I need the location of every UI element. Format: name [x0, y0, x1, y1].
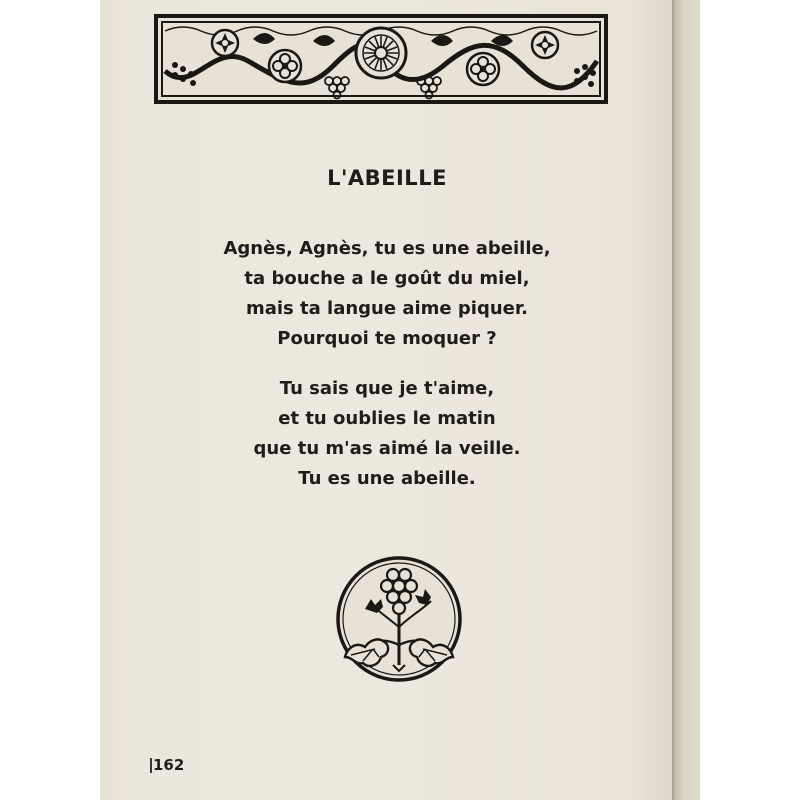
- poem-line: mais ta langue aime piquer.: [245, 298, 529, 319]
- next-page-edge: [674, 0, 700, 800]
- poem-line: que tu m'as aimé la veille.: [253, 438, 521, 459]
- poem-line: Tu es une abeille.: [298, 468, 476, 489]
- poem-line: ta bouche a le goût du miel,: [244, 268, 530, 289]
- floral-banner-icon: [153, 11, 609, 106]
- poem-line: Tu sais que je t'aime,: [279, 378, 495, 399]
- poem-line: et tu oublies le matin: [278, 408, 496, 429]
- poem-line: Pourquoi te moquer ?: [277, 328, 497, 349]
- poem-line: Agnès, Agnès, tu es une abeille,: [223, 238, 551, 259]
- grape-vine-emblem-icon: [335, 553, 463, 685]
- page-number: 162: [153, 756, 185, 774]
- stanza-1: [100, 234, 674, 354]
- stanza-2: [100, 374, 674, 494]
- poem-title: L'ABEILLE: [327, 166, 447, 190]
